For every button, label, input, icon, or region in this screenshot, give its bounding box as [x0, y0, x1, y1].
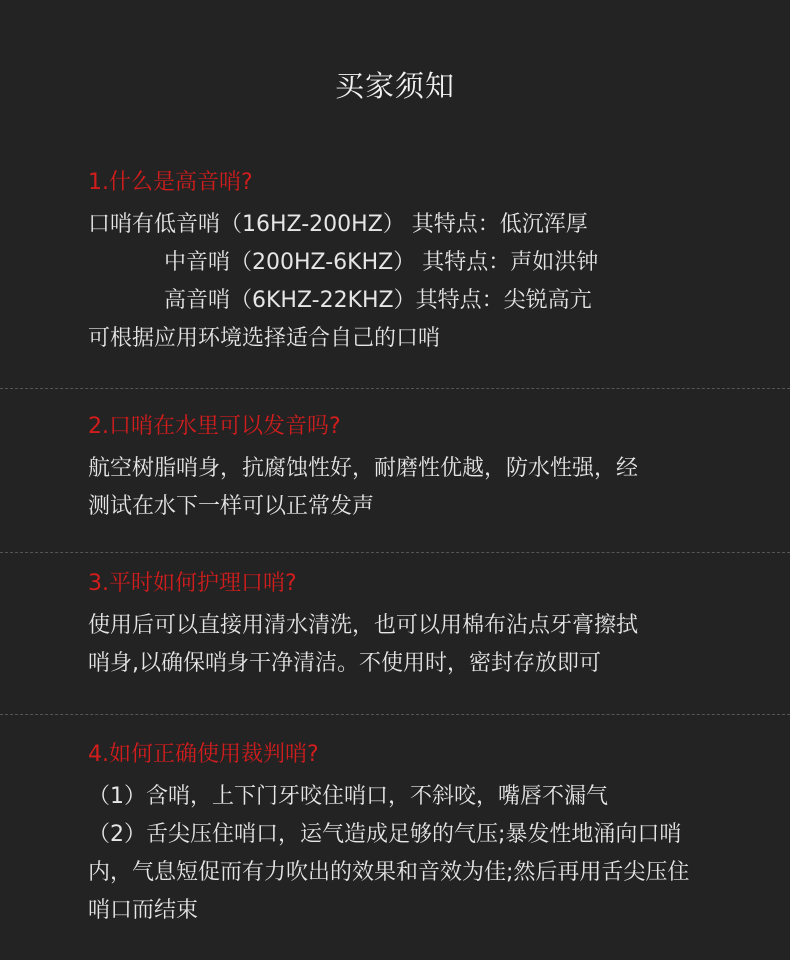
faq-section-3 [88, 569, 748, 683]
faq-question-4: 4.如何正确使用裁判哨? [88, 742, 319, 767]
faq-answer-line: 哨口而结束 [88, 898, 199, 923]
section-divider [0, 388, 790, 389]
faq-answer-line: 高音哨（6KHZ-22KHZ）其特点：尖锐高亢 [164, 288, 592, 313]
faq-question-3: 3.平时如何护理口哨? [88, 571, 297, 596]
faq-question-2: 2.口哨在水里可以发音吗? [88, 414, 341, 439]
faq-section-2 [88, 412, 748, 526]
faq-section-4 [88, 740, 748, 930]
page-title: 买家须知 [334, 69, 455, 103]
faq-answer-line: 内，气息短促而有力吹出的效果和音效为佳;然后再用舌尖压住 [88, 860, 690, 885]
section-divider [0, 714, 790, 715]
faq-answer-line: （2）舌尖压住哨口，运气造成足够的气压;暴发性地涌向口哨 [88, 822, 682, 847]
faq-question-1: 1.什么是高音哨? [88, 170, 253, 195]
faq-answer-line: 可根据应用环境选择适合自己的口哨 [88, 326, 441, 351]
faq-answer-line: 测试在水下一样可以正常发声 [88, 494, 375, 519]
faq-section-1 [88, 168, 748, 358]
faq-answer-line: 航空树脂哨身，抗腐蚀性好，耐磨性优越，防水性强，经 [88, 456, 639, 481]
section-divider [0, 552, 790, 553]
faq-answer-line: 口哨有低音哨（16HZ-200HZ） 其特点：低沉浑厚 [88, 212, 588, 237]
faq-answer-line: 中音哨（200HZ-6KHZ） 其特点：声如洪钟 [164, 250, 599, 275]
faq-answer-line: 哨身,以确保哨身干净清洁。不使用时，密封存放即可 [88, 651, 601, 676]
faq-answer-line: 使用后可以直接用清水清洗，也可以用棉布沾点牙膏擦拭 [88, 613, 639, 638]
faq-answer-line: （1）含哨，上下门牙咬住哨口，不斜咬，嘴唇不漏气 [88, 784, 608, 809]
